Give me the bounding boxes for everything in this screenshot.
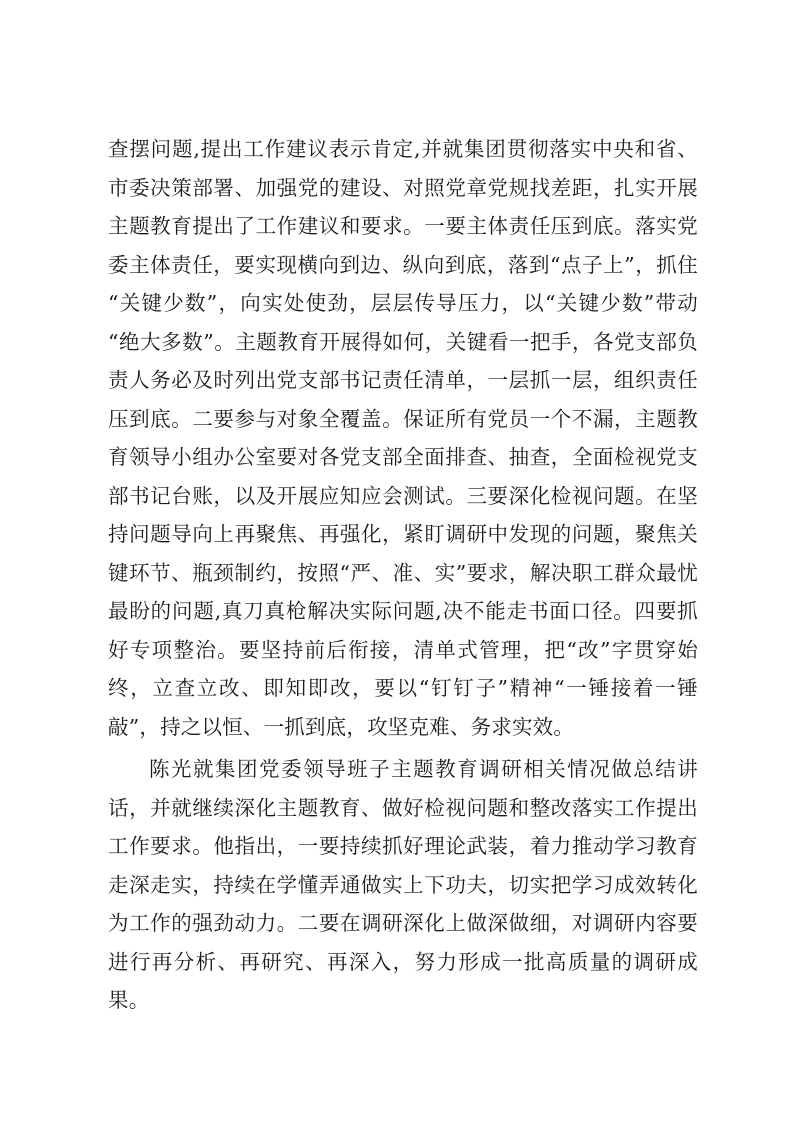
body-paragraph: 查摆问题,提出工作建议表示肯定,并就集团贯彻落实中央和省、市委决策部署、加强党的建设、对照党章党规找差距，扎实开展主题教育提出了工作建议和要求。一要主体责任压到底。落实党委主体责任，要实现横向到边、纵向到底，落到“点子上”，抓住“关键少数”，向实处使劲，层层传导压力，以“关键少数”带动“绝大多数”。主题教育开展得如何，关键看一把手，各党支部负责人务必及时列出党支部书记责任清单，一层抓一层，组织责任压到底。二要参与对象全覆盖。保证所有党员一个不漏，主题教育领导小组办公室要对各党支部全面排查、抽查，全面检视党支部书记台账，以及开展应知应会测试。三要深化检视问题。在坚持问题导向上再聚焦、再强化，紧盯调研中发现的问题，聚焦关键环节、瓶颈制约，按照“严、准、实”要求，解决职工群众最忧最盼的问题,真刀真枪解决实际问题,决不能走书面口径。四要抓好专项整治。要坚持前后衔接，清单式管理，把“改”字贯穿始终，立查立改、即知即改，要以“钉钉子”精神“一锤接着一锤敲”，持之以恒、一抓到底，攻坚克难、务求实效。	[108, 137, 698, 739]
body-paragraph: 陈光就集团党委领导班子主题教育调研相关情况做总结讲话，并就继续深化主题教育、做好检视问题和整改落实工作提出工作要求。他指出，一要持续抓好理论武装，着力推动学习教育走深走实，持续在学懂弄通做实上下功夫，切实把学习成效转化为工作的强劲动力。二要在调研深化上做深做细，对调研内容要进行再分析、再研究、再深入，努力形成一批高质量的调研成果。	[108, 757, 698, 1012]
document-body	[108, 130, 698, 1020]
